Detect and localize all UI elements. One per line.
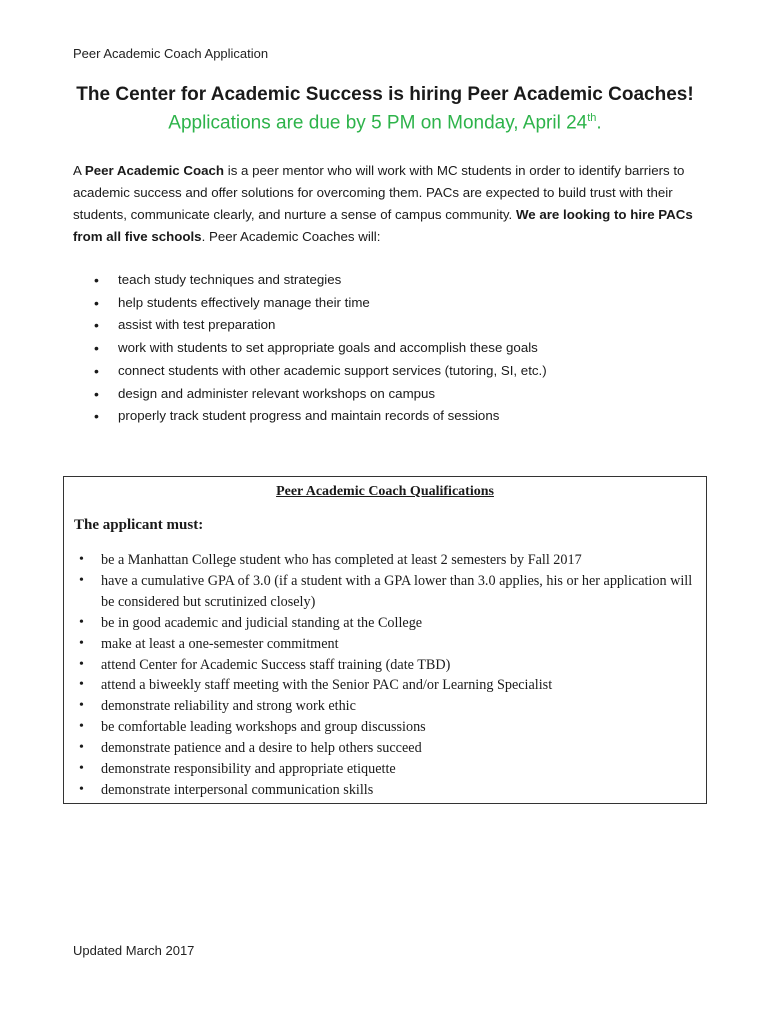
list-item: • demonstrate patience and a desire to help others succeed xyxy=(74,738,694,759)
list-item: • assist with test preparation xyxy=(73,314,693,337)
list-item: • have a cumulative GPA of 3.0 (if a student with a GPA lower than 3.0 applies, his or her application will be considered but scrutinized closely) xyxy=(74,571,694,613)
list-item: • design and administer relevant workshops on campus xyxy=(73,383,693,406)
list-item: • attend a biweekly staff meeting with the Senior PAC and/or Learning Specialist xyxy=(74,675,694,696)
intro-paragraph xyxy=(73,160,703,248)
list-item: • demonstrate responsibility and appropriate etiquette xyxy=(74,759,694,780)
intro-text-3: . Peer Academic Coaches will: xyxy=(201,229,381,244)
list-item: • attend Center for Academic Success staff training (date TBD) xyxy=(74,655,694,676)
deadline-period: . xyxy=(596,112,602,134)
document-header: Peer Academic Coach Application xyxy=(73,46,269,61)
deadline-notice xyxy=(0,112,770,134)
qualifications-list xyxy=(74,550,694,801)
qualifications-title: Peer Academic Coach Qualifications xyxy=(276,484,494,499)
page-title: The Center for Academic Success is hiring Peer Academic Coaches! xyxy=(76,84,694,105)
deadline-suffix: th xyxy=(587,112,597,124)
qualifications-subtitle: The applicant must: xyxy=(74,517,204,533)
deadline-text: Applications are due by 5 PM on Monday, April 24 xyxy=(168,112,588,134)
list-item: • work with students to set appropriate goals and accomplish these goals xyxy=(73,337,693,360)
list-item: • make at least a one-semester commitment xyxy=(74,634,694,655)
duties-list xyxy=(73,269,693,428)
list-item: • properly track student progress and maintain records of sessions xyxy=(73,405,693,428)
qualifications-box xyxy=(63,476,707,804)
list-item: • teach study techniques and strategies xyxy=(73,269,693,292)
list-item: • demonstrate reliability and strong work ethic xyxy=(74,696,694,717)
intro-text-2: is a peer mentor who will work with MC students in order to identify barriers to academic success and offer solutions for overcoming them. PACs are expected to build trust with their students, communicate clearly, and nurture a sense of campus community. xyxy=(73,163,685,222)
list-item: • be comfortable leading workshops and group discussions xyxy=(74,717,694,738)
updated-date: Updated March 2017 xyxy=(73,943,195,958)
intro-text-1: A xyxy=(73,163,85,178)
list-item: • be in good academic and judicial standing at the College xyxy=(74,613,694,634)
intro-bold-role: Peer Academic Coach xyxy=(84,163,225,178)
list-item: • be a Manhattan College student who has completed at least 2 semesters by Fall 2017 xyxy=(74,550,694,571)
intro-bold-schools: We are looking to hire PACs from all five schools xyxy=(73,207,693,244)
list-item: • demonstrate interpersonal communication skills xyxy=(74,780,694,801)
list-item: • connect students with other academic support services (tutoring, SI, etc.) xyxy=(73,360,693,383)
list-item: • help students effectively manage their time xyxy=(73,292,693,315)
